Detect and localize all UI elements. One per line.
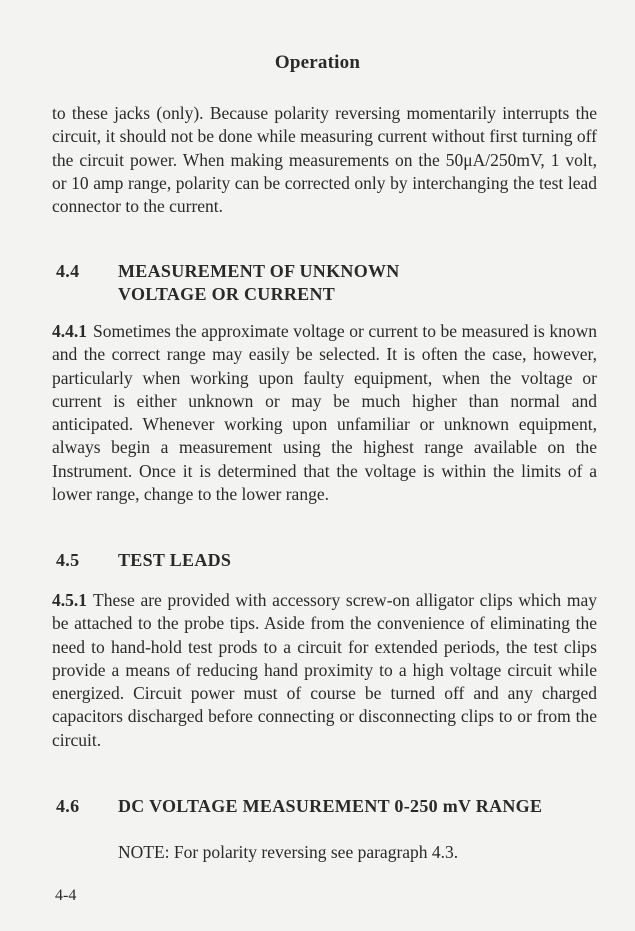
note-text: NOTE: For polarity reversing see paragraph 4.3. — [118, 842, 459, 862]
section-heading-4-6 — [56, 795, 542, 818]
section-number: 4.4 — [56, 261, 80, 281]
page-header: Operation — [274, 52, 361, 73]
paragraph-text: These are provided with accessory screw-on alligator clips which may be attached to the probe tips. Aside from the convenience of eliminating the need to hand-hold test prods to a circuit for extended periods, the test clips provide a means of reducing hand proximity to a high voltage circuit while energized. Circuit power must of course be turned off and any charged capacitors discharged before connecting or disconnecting clips to or from the circuit. — [52, 590, 597, 750]
page-number: 4-4 — [55, 887, 77, 904]
paragraph-number: 4.5.1 — [52, 590, 87, 610]
paragraph-4-5-1 — [52, 589, 597, 752]
section-title: DC VOLTAGE MEASUREMENT 0-250 mV RANGE — [118, 796, 543, 816]
intro-paragraph: to these jacks (only). Because polarity reversing momentarily interrupts the circuit, it should not be done while measuring current without first turning off the circuit power. When making measurements on the 50μA/250mV, 1 volt, or 10 amp range, polarity can be corrected only by interchanging the test lead connector to the current. — [52, 103, 597, 217]
section-number: 4.6 — [56, 796, 80, 816]
section-heading-4-5 — [56, 549, 231, 572]
section-title-line2: VOLTAGE OR CURRENT — [118, 284, 336, 304]
section-title-line1: MEASUREMENT OF UNKNOWN — [118, 261, 400, 281]
paragraph-text: Sometimes the approximate voltage or current to be measured is known and the correct range may easily be selected. It is often the case, however, particularly when working upon faulty equipment, when the voltage or current is either unknown or may be much higher than normal and anticipated. Whenever working upon unfamiliar or unknown equipment, always begin a measurement using the highest range available on the Instrument. Once it is determined that the voltage is within the limits of a lower range, change to the lower range. — [52, 321, 597, 505]
section-title: TEST LEADS — [118, 550, 232, 570]
section-number: 4.5 — [56, 550, 80, 570]
paragraph-number: 4.4.1 — [52, 321, 87, 341]
section-heading-4-4 — [56, 260, 400, 306]
paragraph-4-4-1 — [52, 320, 597, 506]
